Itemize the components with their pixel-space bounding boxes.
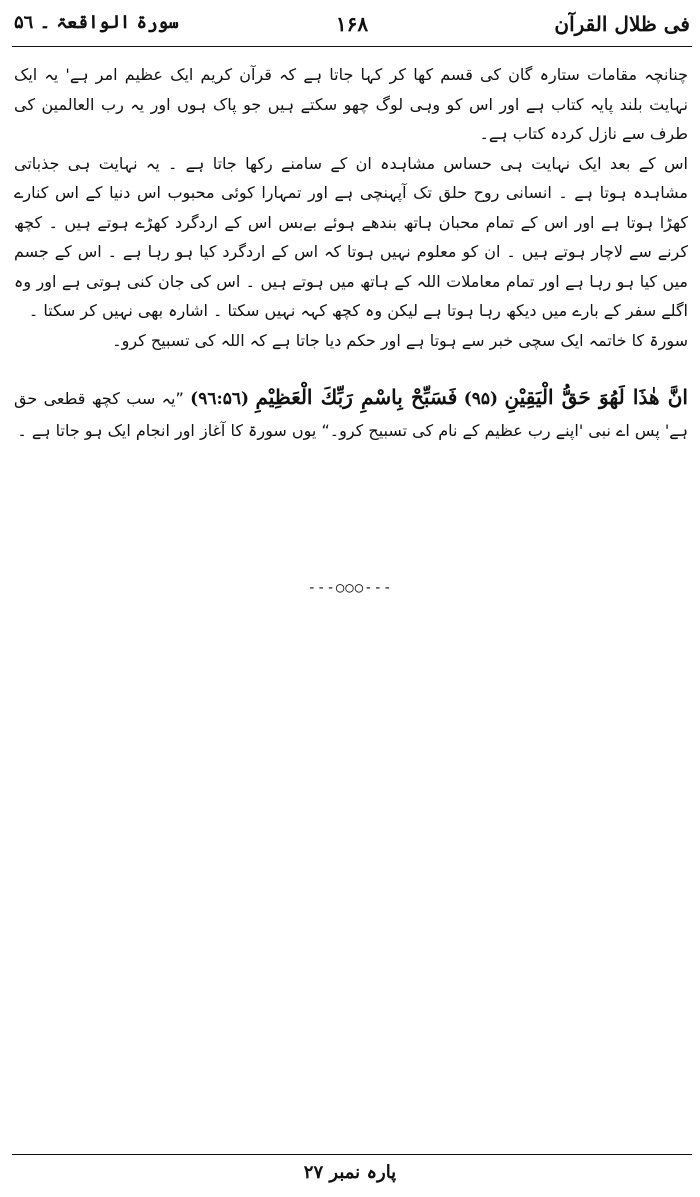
paragraph-3: سورۃ کا خاتمہ ایک سچی خبر سے ہوتا ہے اور حکم دیا جاتا ہے کہ اللہ کی تسبیح کرو۔ bbox=[112, 330, 688, 350]
footer-rule bbox=[12, 1154, 692, 1155]
ayah-block bbox=[14, 381, 688, 447]
header-rule bbox=[12, 46, 692, 47]
paragraph-1: چنانچہ مقامات ستارہ گان کی قسم کھا کر کہا جاتا ہے کہ قرآن کریم ایک عظیم امر ہے' یہ ایک نہایت بلند پایہ کتاب ہے اور اس کو وہی لوگ چھو سکتے ہیں جو پاک ہوں اور یہ رب العالمین کی طرف سے نازل کردہ کتاب ہے۔ bbox=[14, 65, 688, 143]
ayah-ref-1: (۹۵) bbox=[463, 389, 499, 409]
section-separator: ---○○○--- bbox=[307, 580, 393, 596]
ayah-arabic-1: انَّ هٰذَا لَهُوَ حَقُّ الْيَقِيْنِ bbox=[504, 385, 688, 409]
page-footer bbox=[0, 1162, 700, 1183]
page-header bbox=[14, 10, 690, 42]
page-number: ۱۶۸ bbox=[335, 12, 369, 36]
paragraph-2: اس کے بعد ایک نہایت ہی حساس مشاہدہ ان کے سامنے رکھا جاتا ہے ۔ یہ نہایت ہی جذباتی مشاہدہ ہوتا ہے ۔ انسانی روح حلق تک آپہنچی ہے اور تمہارا کوئی محبوب اس دنیا کے اس کنارے کھڑا ہوتا ہے اور اس کے تمام محبان ہاتھ بندھے ہوئے بےبس اس کے اردگرد کھڑے ہوتے ہیں ۔ کچھ کرنے سے لاچار ہوتے ہیں ۔ ان کو معلوم نہیں ہوتا کہ اس کے اردگرد کیا ہو رہا ہے ۔ اس کے جسم میں کیا ہو رہا ہے اور تمام معاملات اللہ کے ہاتھ میں ہوتے ہیں ۔ اس کی جان کنی ہوتی ہے اور وہ اگلے سفر کے بارے میں دیکھ رہا ہوتا ہے لیکن وہ کچھ کہہ نہیں سکتا ۔ اشارہ بھی نہیں کر سکتا ۔ bbox=[14, 153, 688, 320]
para-label: پارہ نمبر ۲۷ bbox=[303, 1162, 397, 1183]
page-body bbox=[14, 60, 688, 447]
ayah-ref-2: (۹٦:۵٦) bbox=[190, 389, 250, 409]
surah-label: سورۃ الواقعۃ ۔ ۵٦ bbox=[14, 12, 179, 33]
ayah-translation: ”یہ سب کچھ قطعی حق ہے' پس اے نبی 'اپنے رب عظیم کے نام کی تسبیح کرو۔“ یوں سورۃ کا آغاز اور انجام ایک ہو جاتا ہے ۔ bbox=[14, 389, 688, 440]
ayah-arabic-2: فَسَبِّحْ بِاسْمِ رَبِّكَ الْعَظِيْمِ bbox=[255, 385, 458, 409]
book-title: فی ظلال القرآن bbox=[554, 12, 690, 36]
